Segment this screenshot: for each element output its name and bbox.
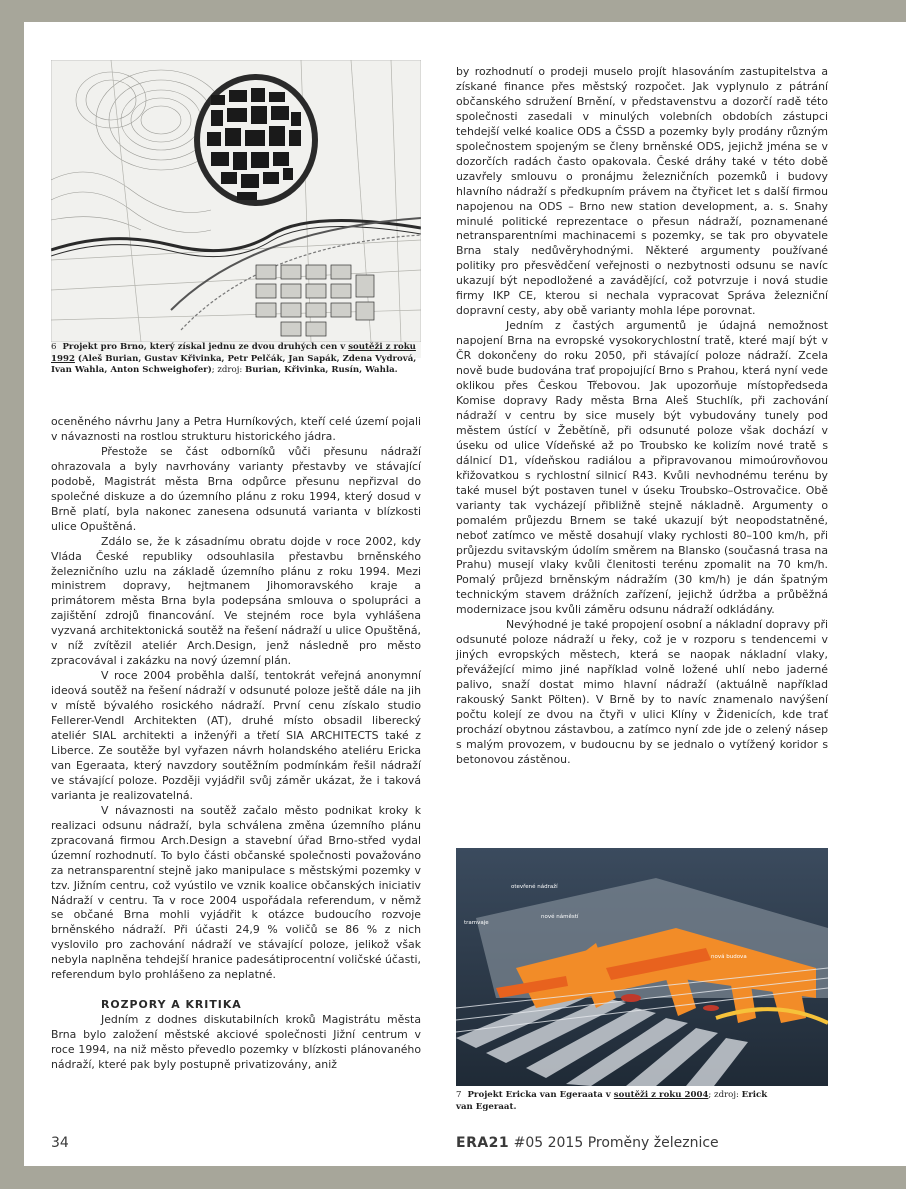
figure-caption bbox=[51, 342, 421, 377]
render-label: tramvaje bbox=[464, 920, 489, 926]
paragraph: oceněného návrhu Jany a Petra Hurníkových, kteří celé území pojali v návaznosti na rostlou strukturu historického jádra. bbox=[51, 415, 421, 443]
paragraph: Nevýhodné je také propojení osobní a nákladní dopravy při odsunuté poloze nádraží u řeky, což je v rozporu s tendencemi v jiných evropských městech, která se naopak nákladní vlaky, převážející mimo jiné například volně ložené uhlí nebo jaderné palivo, snaží dostat mimo hlavní nádraží (aktuálně například rakouský Sankt Pölten). V Brně by to navíc znamenalo navýšení počtu kolejí ze dvou na čtyři v ulici Klíny v Židenicích, kde trať prochází obytnou zástavbou, a zatímco nyní zde jde o zelený násep s malým provozem, v budoucnu by se jednalo o vytížený koridor s betonovou zástěnou. bbox=[456, 618, 828, 766]
caption-lead: Projekt Ericka van Egeraata v bbox=[467, 1090, 614, 1100]
paragraph: Jedním z dodnes diskutabilních kroků Magistrátu města Brna bylo založení městské akciové společnosti Jižní centrum v roce 1994, na niž město převedlo pozemky v blízkosti plánovaného nádraží, které pak byly postupně privatizovány, aniž bbox=[51, 1013, 421, 1071]
figure-caption bbox=[456, 1090, 786, 1113]
paragraph: Jedním z častých argumentů je údajná nemožnost napojení Brna na evropské vysokorychlostní tratě, které mají být v ČR dokončeny do roku 2050, při stávající poloze nádraží. Zcela nově bude budována trať propojující Brno s Prahou, která nyní vede oklikou přes Českou Třebovou. Jak upozorňuje místopředseda Komise dopravy Rady města Brna Aleš Stuchlík, při zachování nádraží v centru by sice musely být vybudovány tunely pod městem ústící v Žebětíně, při odsunuté poloze však dochází v úseku od ulice Vídeňské až po Troubsko ke kolizím nové tratě s dálnicí D1, vídeňskou radiálou a připravovanou mimoúrovňovou křižovatkou s rychlostní silnicí R43. Kvůli nevhodnému terénu by také musel být postaven tunel v úseku Troubsko–Ostrovačice. Obě varianty tak vycházejí přibližně stejně nákladně. Argumenty o pomalém průjezdu Brnem se také ukazují být neopodstatněné, neboť zatímco ve městě dosahují vlaky rychlosti 80–100 km/h, při průjezdu svitavským údolím směrem na Blansko (současná trasa na Prahu) musejí vlaky kvůli členitosti terénu zpomalit na 70 km/h. Pomalý průjezd brněnským nádražím (30 km/h) je dán špatným technickým stavem drážních zařízení, jejichž údržba a průběžná modernizace jsou kvůli záměru odsunu nádraží odkládány. bbox=[456, 319, 828, 617]
paragraph: V návaznosti na soutěž začalo město podnikat kroky k realizaci odsunu nádraží, byla schválena změna územního plánu zpracovaná firmou Arch.Design a stavební úřad Brno-střed vydal územní rozhodnutí. To bylo části občanské společnosti považováno za netransparentní stejně jako manipulace s městskými pozemky v tzv. Jižním centru, což vyústilo ve vznik koalice občanských iniciativ Nádraží v centru. Ta v roce 2004 uspořádala referendum, v němž se občané Brna mohli vyjádřit k otázce budoucího rozvoje brněnského nádraží. Při účasti 24,9 % voličů se 86 % z nich vyslovilo pro zachování nádraží ve stávající poloze, jelikož však nebyla naplněna tehdejší hranice padesátiprocentní voličské účasti, referendum bylo prohlášeno za neplatné. bbox=[51, 803, 421, 982]
caption-source: Burian, Křivinka, Rusín, Wahla. bbox=[245, 365, 398, 376]
magazine-name: ERA21 bbox=[456, 1135, 510, 1151]
caption-link[interactable]: soutěži z roku 2004 bbox=[613, 1090, 709, 1100]
caption-authors: (Aleš Burian, Gustav Křivinka, Petr Pelčák, Jan Sapák, Zdena Vydrová, Ivan Wahla, Anton Schweighofer) bbox=[51, 353, 417, 376]
render-label: otevřené nádraží bbox=[511, 884, 558, 890]
text-column-right bbox=[456, 65, 828, 768]
paragraph: V roce 2004 proběhla další, tentokrát veřejná anonymní ideová soutěž na řešení nádraží v odsunuté poloze ještě dále na jih v místě bývalého rosického nádraží. První cenu získalo studio Fellerer-Vendl Architekten (AT), druhé místo obsadil liberecký ateliér SIAL architekti a inženýři a třetí SIA ARCHITECTS také z Liberce. Ze soutěže byl vyřazen návrh holandského ateliéru Ericka van Egeraata, který navzdory soutěžním podmínkám řešil nádraží ve stávající poloze. Později vyjádřil svůj záměr ukázat, že i taková varianta je realizovatelná. bbox=[51, 669, 421, 802]
caption-number: 6 bbox=[51, 342, 57, 352]
caption-source-label: ; zdroj: bbox=[708, 1090, 742, 1100]
caption-source-label: ; zdroj: bbox=[211, 365, 246, 376]
figure-urban-plan-map bbox=[51, 60, 421, 358]
paragraph: Přestože se část odborníků vůči přesunu nádraží ohrazovala a byly navrhovány varianty přestavby ve stávající podobě, Magistrát města Brna odpůrce přesunu nepřizval do společné diskuze a do územního plánu z roku 1994, který dosud v Brně platí, byla nakonec zanesena odsunutá varianta v blízkosti ulice Opuštěná. bbox=[51, 444, 421, 533]
caption-source: Erick van Egeraat. bbox=[456, 1090, 768, 1112]
page-number: 34 bbox=[51, 1135, 69, 1151]
issue-info: #05 2015 Proměny železnice bbox=[509, 1135, 719, 1151]
magazine-page bbox=[24, 22, 906, 1166]
paragraph: Zdálo se, že k zásadnímu obratu dojde v roce 2002, kdy Vláda České republiky odsouhlasila přestavbu brněnského železničního uzlu na základě územního plánu z roku 1994. Mezi ministrem dopravy, hejtmanem Jihomoravského kraje a primátorem města Brna byla podepsána smlouva o spolupráci a zajištění zdrojů financování. Ve stejném roce byla vyhlášena vyzvaná architektonická soutěž na řešení nádraží u ulice Opuštěná, v níž zvítězil ateliér Arch.Design, jenž následně pro město zpracovával i zakázku na nový územní plán. bbox=[51, 534, 421, 668]
section-heading: ROZPORY A KRITIKA bbox=[101, 998, 242, 1012]
magazine-footer bbox=[456, 1135, 719, 1151]
figure-station-rendering bbox=[456, 848, 828, 1086]
render-label: nové náměstí bbox=[541, 914, 579, 920]
caption-number: 7 bbox=[456, 1090, 462, 1100]
caption-link[interactable]: soutěži z roku 1992 bbox=[51, 342, 416, 364]
text-column-left bbox=[51, 415, 421, 1073]
caption-lead: Projekt pro Brno, který získal jednu ze dvou druhých cen v bbox=[62, 342, 349, 352]
render-label: nová budova bbox=[711, 954, 747, 960]
paragraph: by rozhodnutí o prodeji muselo projít hlasováním zastupitelstva a získané finance přes městský rozpočet. Jak vyplynulo z pátrání občanského sdružení Brnění, v představenstvu a dozorčí radě této společnosti zasedali v minulých volebních obdobích zástupci tehdejší velké koalice ODS a ČSSD a pozemky byly prodány různým společnostem spojeným se členy brněnské ODS, jejichž jména se v dozorčích radách často opakovala. České dráhy také v této době uzavřely smlouvu o pronájmu železničních pozemků i budovy hlavního nádraží s předkupním právem na čtyřicet let s další firmou napojenou na ODS – Brno new station development, a. s. Snahy minulé politické reprezentace o přesun nádraží, poznamenané netransparentními machinacemi s pozemky, se tak pro obyvatele Brna staly nedůvěryhodnými. Některé argumenty používané politiky pro přesvědčení veřejnosti o nezbytnosti odsunu se navíc ukazují být nepodložené a zavádějící, což potvrzuje i nová studie firmy IKP CE, kterou si nechala vypracovat Správa železniční dopravní cesty, aby obě varianty mohla lépe porovnat. bbox=[456, 65, 828, 318]
